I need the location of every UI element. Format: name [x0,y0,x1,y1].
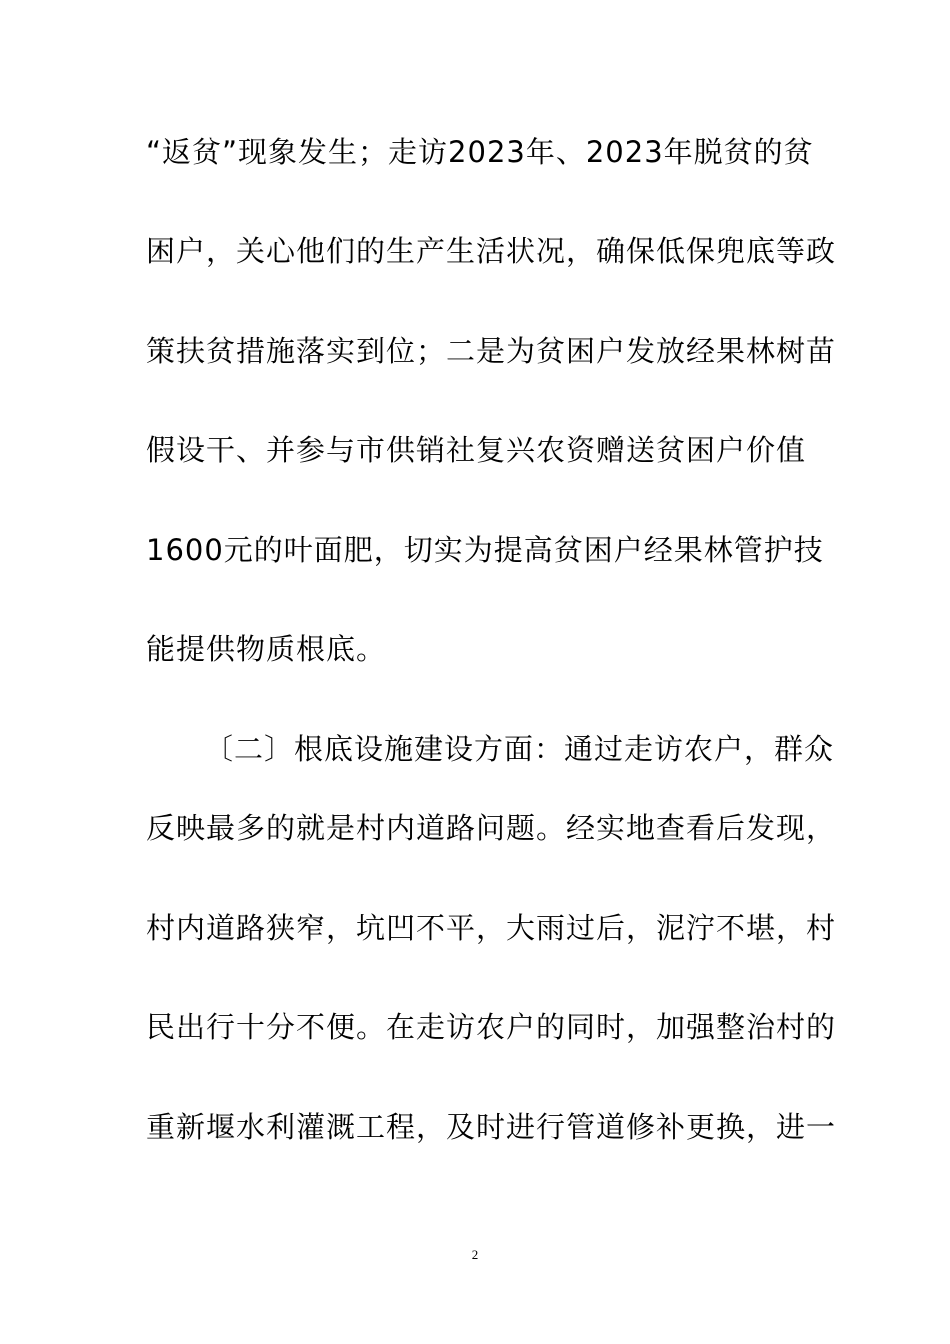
paragraph-line-1: “返贫”现象发生；走访2023年、2023年脱贫的贫 [146,135,814,169]
paragraph-line-6: 能提供物质根底。 [146,632,387,666]
paragraph-line-10: 民出行十分不便。在走访农户的同时，加强整治村的 [146,1010,837,1044]
paragraph-line-2: 困户，关心他们的生产生活状况，确保低保兜底等政 [146,234,837,268]
paragraph-line-8: 反映最多的就是村内道路问题。经实地查看后发现， [146,811,837,845]
paragraph-line-3: 策扶贫措施落实到位；二是为贫困户发放经果林树苗 [146,334,837,368]
page-number: 2 [471,1247,479,1262]
paragraph-line-4: 假设干、并参与市供销社复兴农资赠送贫困户价值 [146,433,807,467]
section-heading-line: 〔二〕根底设施建设方面：通过走访农户，群众 [204,732,835,766]
paragraph-line-11: 重新堰水利灌溉工程，及时进行管道修补更换，进一 [146,1110,837,1144]
paragraph-line-9: 村内道路狭窄，坑凹不平，大雨过后，泥泞不堪，村 [146,911,837,945]
paragraph-line-5: 1600元的叶面肥，切实为提高贫困户经果林管护技 [146,533,824,567]
